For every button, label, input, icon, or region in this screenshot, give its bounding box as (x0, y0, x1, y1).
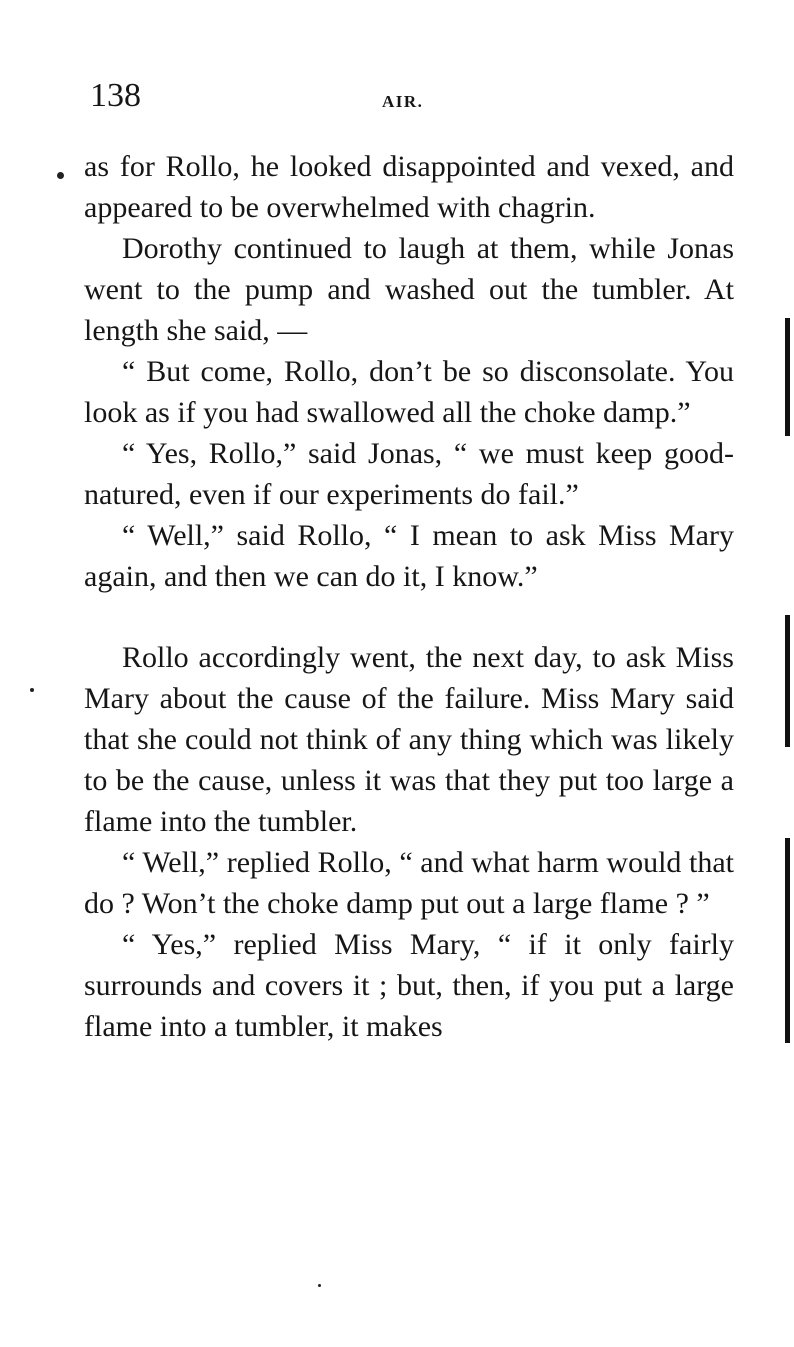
page-number: 138 (90, 77, 141, 114)
paragraph: “ Well,” replied Rollo, “ and what harm would that do ? Won’t the choke damp put out a large flame ? ” (84, 846, 734, 920)
scan-mark (57, 172, 64, 179)
paragraph: “ But come, Rollo, don’t be so disconsolate. You look as if you had swallowed all the choke damp.” (84, 355, 734, 429)
scan-edge-mark (785, 318, 790, 436)
paragraph: as for Rollo, he looked disappointed and vexed, and appeared to be overwhelmed with chagrin. (84, 150, 734, 224)
scan-edge-mark (785, 615, 790, 747)
paragraph: “ Well,” said Rollo, “ I mean to ask Miss Mary again, and then we can do it, I know.” (84, 519, 734, 593)
scan-speck (30, 688, 34, 692)
paragraph: Rollo accordingly went, the next day, to ask Miss Mary about the cause of the failure. Miss Mary said that she could not think of any thing which was likely to be the cause, unless it was that they put too large a flame into the tumbler. (84, 641, 734, 838)
paragraph: “ Yes,” replied Miss Mary, “ if it only fairly surrounds and covers it ; but, then, if you put a large flame into a tumbler, it makes (84, 928, 734, 1043)
running-title: AIR. (382, 92, 424, 111)
paragraph: “ Yes, Rollo,” said Jonas, “ we must keep good-natured, even if our experiments do fail.” (84, 437, 734, 511)
body-text (84, 146, 734, 1047)
scan-edge-mark (785, 838, 790, 1043)
paragraph: Dorothy continued to laugh at them, while Jonas went to the pump and washed out the tumbler. At length she said, — (84, 232, 734, 347)
scan-speck (318, 1284, 321, 1287)
